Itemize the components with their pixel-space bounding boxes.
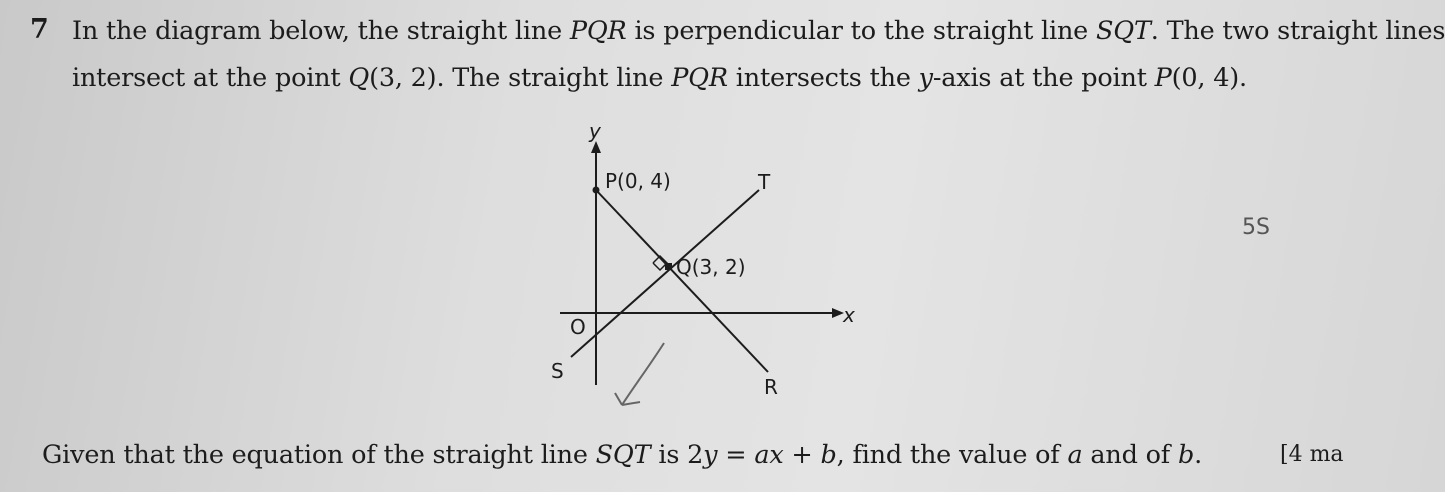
pencil-tick-mark [615, 343, 664, 405]
question-text-line-1: In the diagram below, the straight line PQR is perpendicular to the straight line SQT. The two straight lines [72, 16, 1445, 46]
point-q-dot [665, 263, 672, 270]
line-pqr [596, 190, 768, 372]
point-q-label: Q(3, 2) [676, 255, 746, 279]
origin-label: O [570, 315, 586, 339]
question-prompt: Given that the equation of the straight line SQT is 2y = ax + b, find the value of a and of b. [42, 440, 1202, 470]
y-axis-label: y [589, 119, 601, 143]
point-p-dot [593, 187, 600, 194]
point-s-label: S [551, 359, 564, 383]
point-r-label: R [764, 375, 778, 399]
point-p-label: P(0, 4) [605, 169, 671, 193]
question-text-line-2: intersect at the point Q(3, 2). The straight line PQR intersects the y-axis at the point P(0, 4). [72, 63, 1247, 93]
marks-label: [4 ma [1280, 442, 1344, 467]
question-number: 7 [30, 14, 49, 45]
x-axis-label: x [843, 303, 855, 327]
point-t-label: T [758, 170, 771, 194]
margin-scribble: 5S [1242, 215, 1270, 240]
